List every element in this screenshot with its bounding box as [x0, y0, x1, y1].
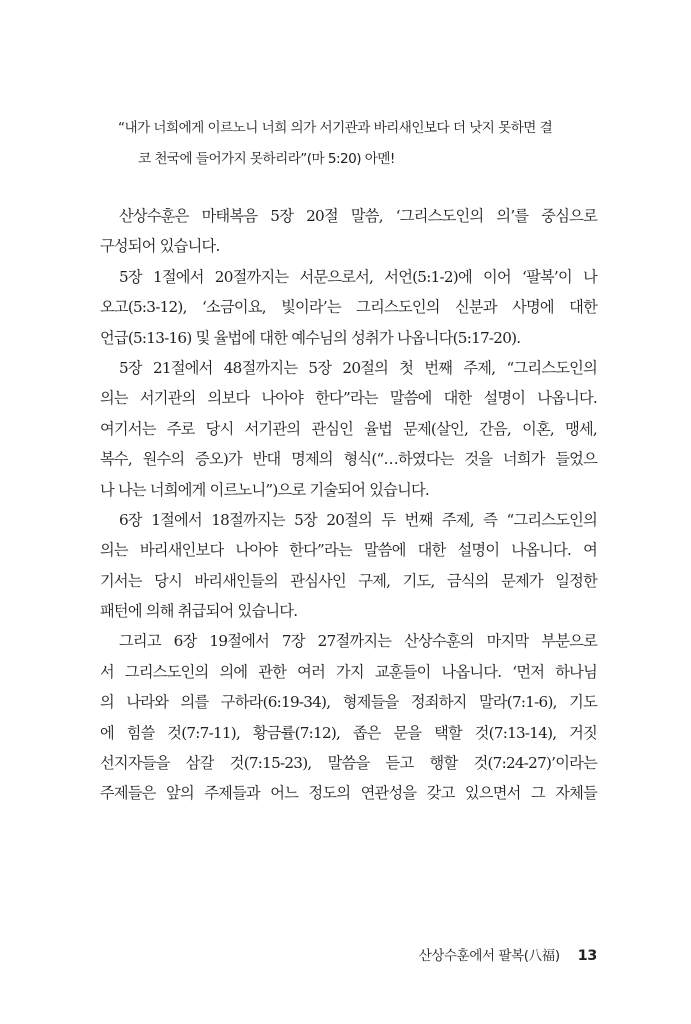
paragraph-line: 오고(5:3-12), ‘소금이요, 빛이라’는 그리스도인의 신분과 사명에 대한	[100, 298, 597, 317]
quote-line: 코 천국에 들어가지 못하리라”(마 5:20) 아멘!	[138, 151, 395, 167]
paragraph-line: 5장 1절에서 20절까지는 서문으로서, 서언(5:1-2)에 이어 ‘팔복’이 나	[119, 267, 597, 286]
paragraph-line: 의는 바리새인보다 나아야 한다”라는 말씀에 대한 설명이 나옵니다. 여	[100, 541, 597, 560]
scripture-quote	[118, 113, 588, 175]
paragraph-line: 의 나라와 의를 구하라(6:19-34), 형제들을 정죄하지 말라(7:1-6), 기도	[100, 693, 597, 712]
paragraph-line: 에 힘쓸 것(7:7-11), 황금률(7:12), 좁은 문을 택할 것(7:13-14), 거짓	[100, 723, 597, 742]
page-number: 13	[577, 948, 597, 964]
paragraph-line: 산상수훈은 마태복음 5장 20절 말씀, ‘그리스도인의 의’를 중심으로	[119, 207, 597, 225]
paragraph-line: 기서는 당시 바리새인들의 관심사인 구제, 기도, 금식의 문제가 일정한	[100, 571, 597, 590]
paragraph-line: 의는 서기관의 의보다 나아야 한다”라는 말씀에 대한 설명이 나옵니다.	[100, 389, 597, 408]
paragraph-line: 5장 21절에서 48절까지는 5장 20절의 첫 번째 주제, “그리스도인의	[119, 358, 597, 377]
body-text	[100, 201, 597, 809]
paragraph-line: 언급(5:13-16) 및 율법에 대한 예수님의 성취가 나옵니다(5:17-20).	[100, 328, 521, 347]
paragraph-line: 구성되어 있습니다.	[100, 237, 220, 256]
paragraph-line: 6장 1절에서 18절까지는 5장 20절의 두 번째 주제, 즉 “그리스도인의	[119, 510, 597, 529]
paragraph-line: 주제들은 앞의 주제들과 어느 정도의 연관성을 갖고 있으면서 그 자체들	[100, 784, 597, 803]
quote-line: “내가 너희에게 이르노니 너희 의가 서기관과 바리새인보다 더 낫지 못하면 결	[118, 120, 553, 136]
paragraph-line: 나 나는 너희에게 이르노니”)으로 기술되어 있습니다.	[100, 480, 429, 499]
paragraph-line: 복수, 원수의 증오)가 반대 명제의 형식(“…하였다는 것을 너희가 들었으	[100, 450, 597, 469]
paragraph-line: 그리고 6장 19절에서 7장 27절까지는 산상수훈의 마지막 부분으로	[119, 632, 597, 651]
running-title: 산상수훈에서 팔복(八福)	[418, 948, 560, 964]
page-footer	[419, 944, 597, 964]
paragraph-line: 여기서는 주로 당시 서기관의 관심인 율법 문제(살인, 간음, 이혼, 맹세,	[100, 419, 597, 438]
paragraph-line: 서 그리스도인의 의에 관한 여러 가지 교훈들이 나옵니다. ‘먼저 하나님	[100, 662, 597, 681]
paragraph-line: 패턴에 의해 취급되어 있습니다.	[100, 602, 298, 621]
paragraph-line: 선지자들을 삼갈 것(7:15-23), 말씀을 듣고 행할 것(7:24-27)’이라는	[100, 754, 597, 773]
